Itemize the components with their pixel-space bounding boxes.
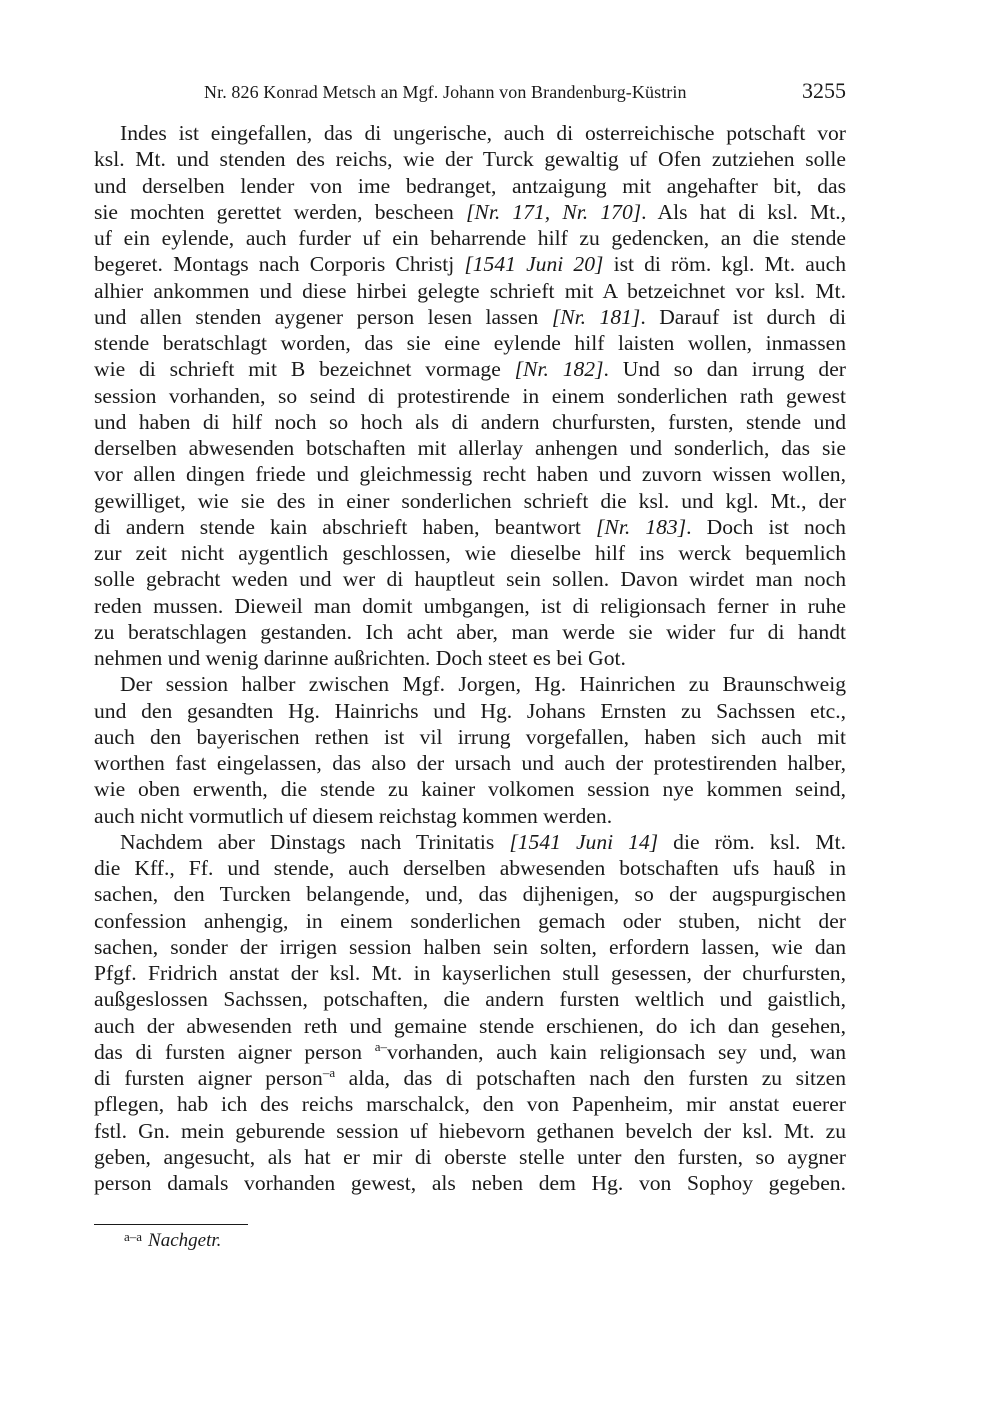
text-segment: derselben abwesenden botschaften mit allerlay anhengen und sonderlich, das sie <box>94 436 846 460</box>
text-line <box>94 1065 846 1091</box>
text-line <box>94 619 846 645</box>
text-line <box>94 724 846 750</box>
body-text <box>94 120 846 1196</box>
text-line <box>94 671 846 697</box>
text-line <box>94 383 846 409</box>
text-segment: Der session halber zwischen Mgf. Jorgen, Hg. Hainrichen zu Braunschweig <box>120 672 846 697</box>
footnote-rule <box>94 1224 248 1225</box>
text-segment: sie mochten gerettet werden, bescheen <box>94 199 467 224</box>
footnote <box>124 1229 221 1252</box>
text-segment: ist di röm. kgl. Mt. auch <box>603 252 847 277</box>
text-segment: nehmen und wenig darinne außrichten. Doch steet es bei Got. <box>94 646 626 670</box>
text-segment: sachen, den Turcken belangende, und, das dijhenigen, so der augspurgischen <box>94 882 846 907</box>
text-line <box>94 1039 846 1065</box>
text-segment: reden mussen. Dieweil man domit umbgangen, ist di religionsach ferner in ruhe <box>94 593 846 618</box>
text-line <box>94 1118 846 1144</box>
text-line <box>94 1091 846 1117</box>
text-segment: auch nicht vormutlich uf diesem reichstag kommen werden. <box>94 803 613 828</box>
text-line <box>94 304 846 330</box>
text-line <box>94 908 846 934</box>
text-line <box>94 225 846 251</box>
footnote-text: Nachgetr. <box>148 1230 222 1251</box>
text-segment: und haben di hilf noch so hoch als di andern churfursten, fursten, stende und <box>94 409 846 434</box>
text-line <box>94 146 846 172</box>
page-header <box>94 78 846 108</box>
text-line <box>94 776 846 802</box>
text-segment: session vorhanden, so seind di protestirende in einem sonderlichen rath gewest <box>94 383 846 408</box>
text-segment: begeret. Montags nach Corporis Christj <box>94 252 465 277</box>
text-line <box>94 330 846 356</box>
text-segment: vorhanden, auch kain religionsach sey und, wan <box>387 1039 847 1064</box>
cross-reference: [Nr. 183] <box>596 514 687 539</box>
text-segment: zur zeit nicht aygentlich geschlossen, wie dieselbe hilf ins werck bequemlich <box>94 541 846 565</box>
text-line <box>94 803 846 829</box>
text-line <box>94 593 846 619</box>
text-segment: gewilliget, wie sie des in einer sonderlichen schrieft die ksl. und kgl. Mt., der <box>94 488 846 513</box>
text-line <box>94 435 846 461</box>
text-segment: stende beratschlagt worden, das sie eine eylende hilf laisten wollen, inmassen <box>94 331 846 355</box>
text-segment: confession anhengig, in einem sonderlichen gemach oder stuben, nicht der <box>94 908 846 933</box>
text-segment: sachen, sonder der irrigen session halben sein solten, erfordern lassen, wie dan <box>94 934 846 959</box>
footnote-marker: a– <box>374 1038 388 1054</box>
text-segment: di andern stende kain abschrieft haben, beantwort <box>94 514 597 539</box>
text-line <box>94 488 846 514</box>
cross-reference: [Nr. 182] <box>514 357 604 382</box>
text-line <box>94 514 846 540</box>
cross-reference: [1541 Juni 14] <box>509 829 659 854</box>
text-line <box>94 461 846 487</box>
text-segment: Indes ist eingefallen, das di ungerische, auch di osterreichische potschaft vor <box>120 121 846 145</box>
text-segment: vor allen dingen friede und gleichmessig recht haben und zuvorn wissen wollen, <box>94 462 846 487</box>
text-segment: ksl. Mt. und stenden des reichs, wie der Turck gewaltig uf Ofen zutziehen solle <box>94 147 846 172</box>
text-line <box>94 829 846 855</box>
text-line <box>94 881 846 907</box>
page-number: 3255 <box>802 78 846 103</box>
text-segment: . Doch ist noch <box>686 514 846 539</box>
cross-reference: [Nr. 181] <box>551 304 641 329</box>
text-segment: auch der abwesenden reth und gemaine stende erschienen, do ich dan gesehen, <box>94 1013 846 1038</box>
text-segment: pflegen, hab ich des reichs marschalck, den von Papenheim, mir anstat euerer <box>94 1092 846 1117</box>
text-segment: . Als hat di ksl. Mt., <box>641 199 847 224</box>
text-segment: und den gesandten Hg. Hainrichs und Hg. Johans Ernsten zu Sachssen etc., <box>94 698 846 723</box>
text-segment: zu beratschlagen gestanden. Ich acht aber, man werde sie wider fur di handt <box>94 619 846 644</box>
text-segment: solle gebracht weden und wer di hauptleut sein sollen. Davon wirdet man noch <box>94 567 846 592</box>
text-line <box>94 698 846 724</box>
text-line <box>94 356 846 382</box>
text-segment: person damals vorhanden gewest, als neben dem Hg. von Sophoy gegeben. <box>94 1171 846 1195</box>
text-line <box>94 120 846 146</box>
text-line <box>94 173 846 199</box>
text-segment: alhier ankommen und diese hirbei gelegte schrieft mit A betzeichnet vor ksl. Mt. <box>94 278 846 303</box>
text-line <box>94 199 846 225</box>
text-line <box>94 566 846 592</box>
text-segment: und allen stenden aygener person lesen lassen <box>94 304 552 329</box>
text-segment: wie oben erwenth, die stende zu kainer volkomen session nye kommen seind, <box>94 777 846 802</box>
text-line <box>94 855 846 881</box>
text-segment: die röm. ksl. Mt. <box>658 829 846 854</box>
text-segment: alda, das di potschaften nach den fursten zu sitzen <box>335 1066 846 1090</box>
text-line <box>94 278 846 304</box>
text-segment: und derselben lender von ime bedranget, antzaigung mit angehafter bit, das <box>94 173 846 198</box>
text-line <box>94 960 846 986</box>
text-segment: worthen fast eingelassen, das also der ursach und auch der protestirenden halber, <box>94 751 846 775</box>
text-line <box>94 1144 846 1170</box>
text-line <box>94 540 846 566</box>
text-segment: außgeslossen Sachssen, potschaften, die andern fursten weltlich und gaistlich, <box>94 987 846 1012</box>
text-line <box>94 934 846 960</box>
text-line <box>94 251 846 277</box>
running-title: Nr. 826 Konrad Metsch an Mgf. Johann von Brandenburg-Küstrin <box>204 82 687 102</box>
text-segment: wie di schrieft mit B bezeichnet vormage <box>94 357 515 382</box>
text-segment: uf ein eylende, auch furder uf ein beharrende hilf zu gedencken, an die stende <box>94 226 846 250</box>
text-line <box>94 986 846 1012</box>
cross-reference: [Nr. 171, Nr. 170] <box>466 199 642 224</box>
text-segment: . Darauf ist durch di <box>640 304 846 329</box>
footnote-mark: a–a <box>124 1229 143 1244</box>
text-line <box>94 750 846 776</box>
text-line <box>94 409 846 435</box>
text-segment: die Kff., Ff. und stende, auch derselben abwesenden botschaften ufs hauß in <box>94 856 846 880</box>
text-line <box>94 1170 846 1196</box>
text-line <box>94 645 846 671</box>
text-segment: Nachdem aber Dinstags nach Trinitatis <box>120 829 510 854</box>
text-segment: fstl. Gn. mein geburende session uf hiebevorn gethanen bevelch der ksl. Mt. zu <box>94 1118 846 1143</box>
text-segment: . Und so dan irrung der <box>603 357 846 382</box>
text-line <box>94 1013 846 1039</box>
text-segment: Pfgf. Fridrich anstat der ksl. Mt. in kayserlichen stull gesessen, der churfursten, <box>94 961 846 985</box>
text-segment: geben, angesucht, als hat er mir di oberste stelle unter den fursten, so aygner <box>94 1144 846 1169</box>
text-segment: das di fursten aigner person <box>94 1039 375 1064</box>
text-segment: auch den bayerischen rethen ist vil irrung vorgefallen, haben sich auch mit <box>94 724 846 749</box>
text-segment: di fursten aigner person <box>94 1066 323 1090</box>
footnote-marker: –a <box>322 1065 336 1080</box>
cross-reference: [1541 Juni 20] <box>464 252 604 277</box>
